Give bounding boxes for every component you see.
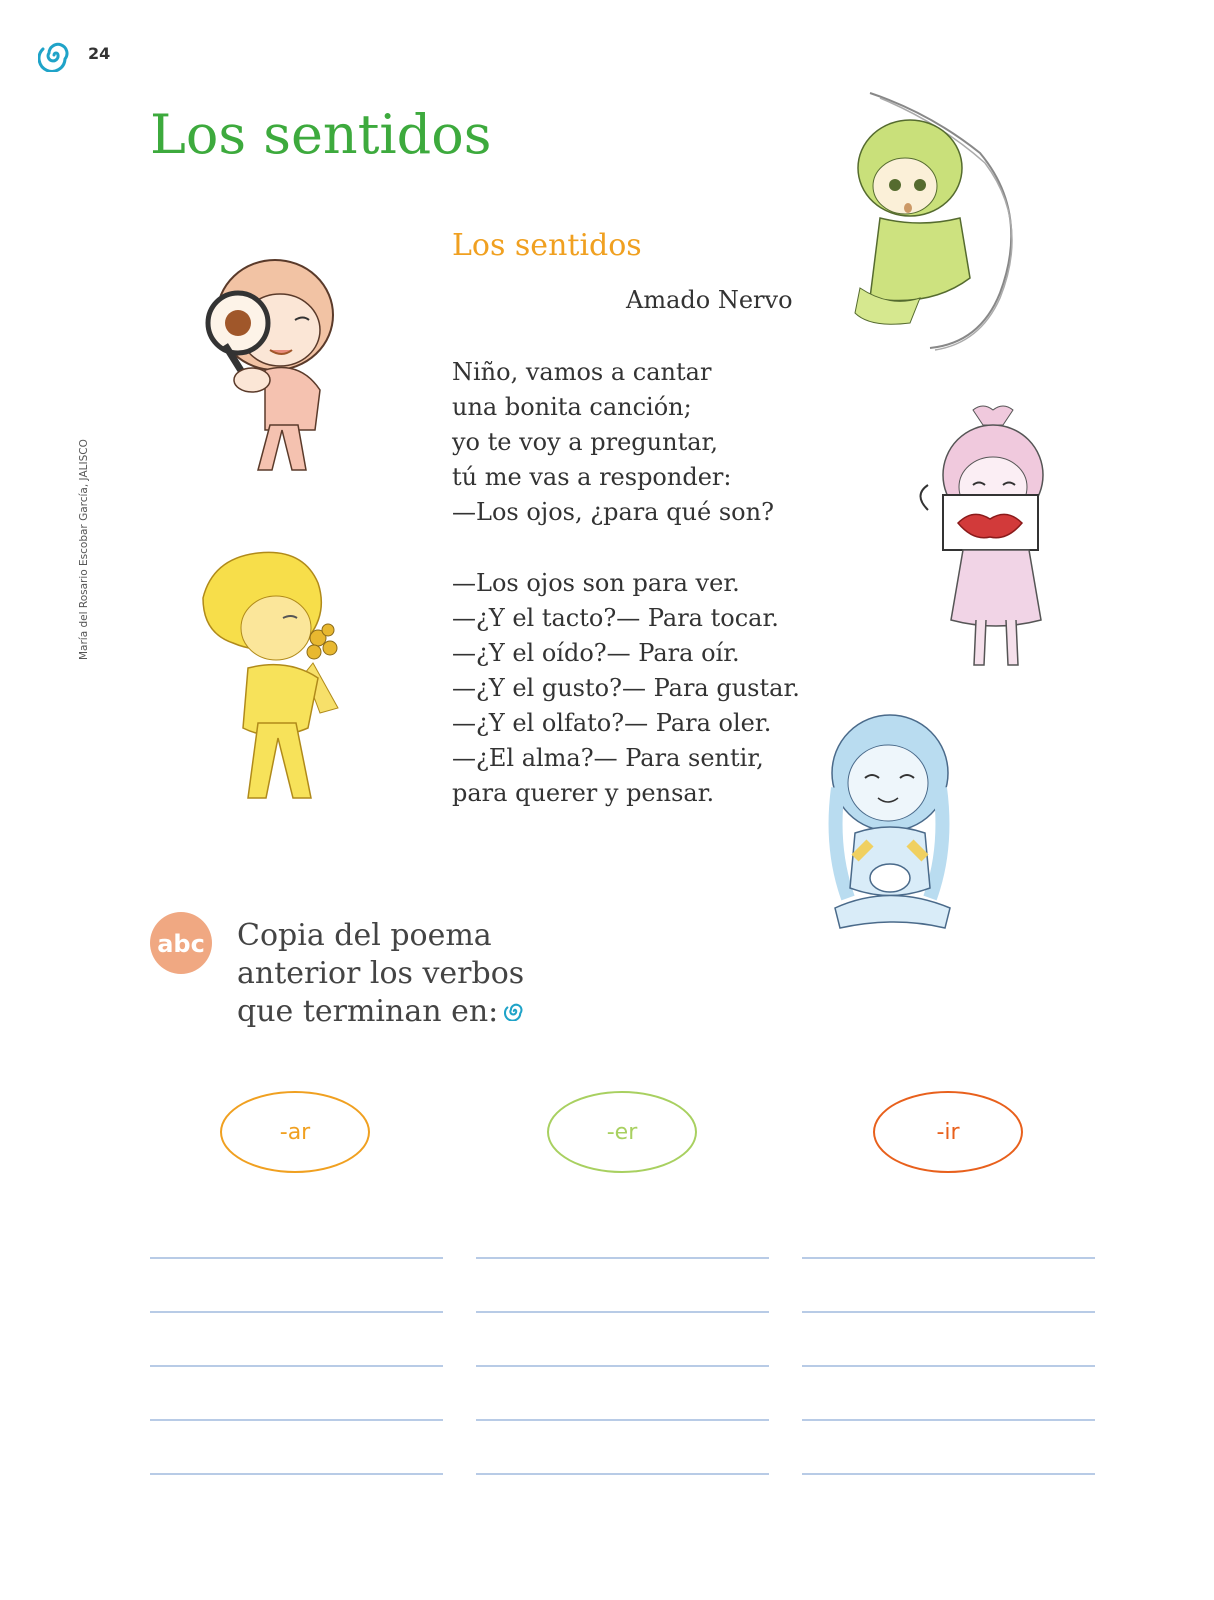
child-with-lips-sign-illustration — [918, 405, 1058, 684]
answer-line-ar-4[interactable] — [150, 1419, 443, 1421]
poem-line: —Los ojos, ¿para qué son? — [452, 498, 774, 526]
illustration-credit: María del Rosario Escobar García, JALISCO — [78, 439, 90, 660]
poem-author: Amado Nervo — [626, 286, 793, 314]
answer-line-ar-1[interactable] — [150, 1257, 443, 1259]
poem-line: Niño, vamos a cantar — [452, 358, 712, 386]
page-number: 24 — [88, 44, 111, 63]
answer-line-ir-1[interactable] — [802, 1257, 1095, 1259]
poem-stanza-2 — [452, 566, 800, 811]
ending-er-label: -er — [547, 1091, 697, 1173]
child-holding-cat-illustration — [820, 708, 965, 947]
answer-line-ir-2[interactable] — [802, 1311, 1095, 1313]
answer-line-ar-3[interactable] — [150, 1365, 443, 1367]
page-title: Los sentidos — [150, 103, 492, 166]
ending-ir-label: -ir — [873, 1091, 1023, 1173]
poem-stanza-1 — [452, 355, 774, 530]
child-with-headphones-illustration — [850, 88, 1030, 357]
answer-line-ir-3[interactable] — [802, 1365, 1095, 1367]
answer-line-ir-5[interactable] — [802, 1473, 1095, 1475]
answer-line-er-5[interactable] — [476, 1473, 769, 1475]
poem-line: para querer y pensar. — [452, 779, 715, 807]
answer-line-er-4[interactable] — [476, 1419, 769, 1421]
poem-line: tú me vas a responder: — [452, 463, 732, 491]
poem-line: una bonita canción; — [452, 393, 692, 421]
poem-title: Los sentidos — [452, 228, 642, 263]
answer-line-ar-5[interactable] — [150, 1473, 443, 1475]
abc-icon-text: abc — [157, 930, 205, 958]
spiral-logo-icon — [38, 38, 74, 76]
answer-line-ir-4[interactable] — [802, 1419, 1095, 1421]
instruction-line — [237, 993, 526, 1031]
poem-line: —¿El alma?— Para sentir, — [452, 744, 764, 772]
answer-line-er-2[interactable] — [476, 1311, 769, 1313]
abc-activity-icon — [150, 912, 212, 978]
answer-line-er-3[interactable] — [476, 1365, 769, 1367]
answer-line-ar-2[interactable] — [150, 1311, 443, 1313]
spiral-digital-icon — [504, 993, 526, 1031]
answer-line-er-1[interactable] — [476, 1257, 769, 1259]
child-smelling-flowers-illustration — [188, 548, 363, 817]
instruction-line: Copia del poema — [237, 918, 492, 953]
poem-line: —Los ojos son para ver. — [452, 569, 740, 597]
poem-line: —¿Y el gusto?— Para gustar. — [452, 674, 800, 702]
poem-line: —¿Y el oído?— Para oír. — [452, 639, 740, 667]
poem-line: —¿Y el olfato?— Para oler. — [452, 709, 772, 737]
instruction-line: anterior los verbos — [237, 956, 525, 991]
activity-instruction — [237, 917, 526, 1031]
child-with-magnifier-illustration — [190, 245, 380, 479]
ending-ar-label: -ar — [220, 1091, 370, 1173]
poem-line: —¿Y el tacto?— Para tocar. — [452, 604, 779, 632]
poem-line: yo te voy a preguntar, — [452, 428, 718, 456]
instruction-text: que terminan en: — [237, 994, 499, 1029]
